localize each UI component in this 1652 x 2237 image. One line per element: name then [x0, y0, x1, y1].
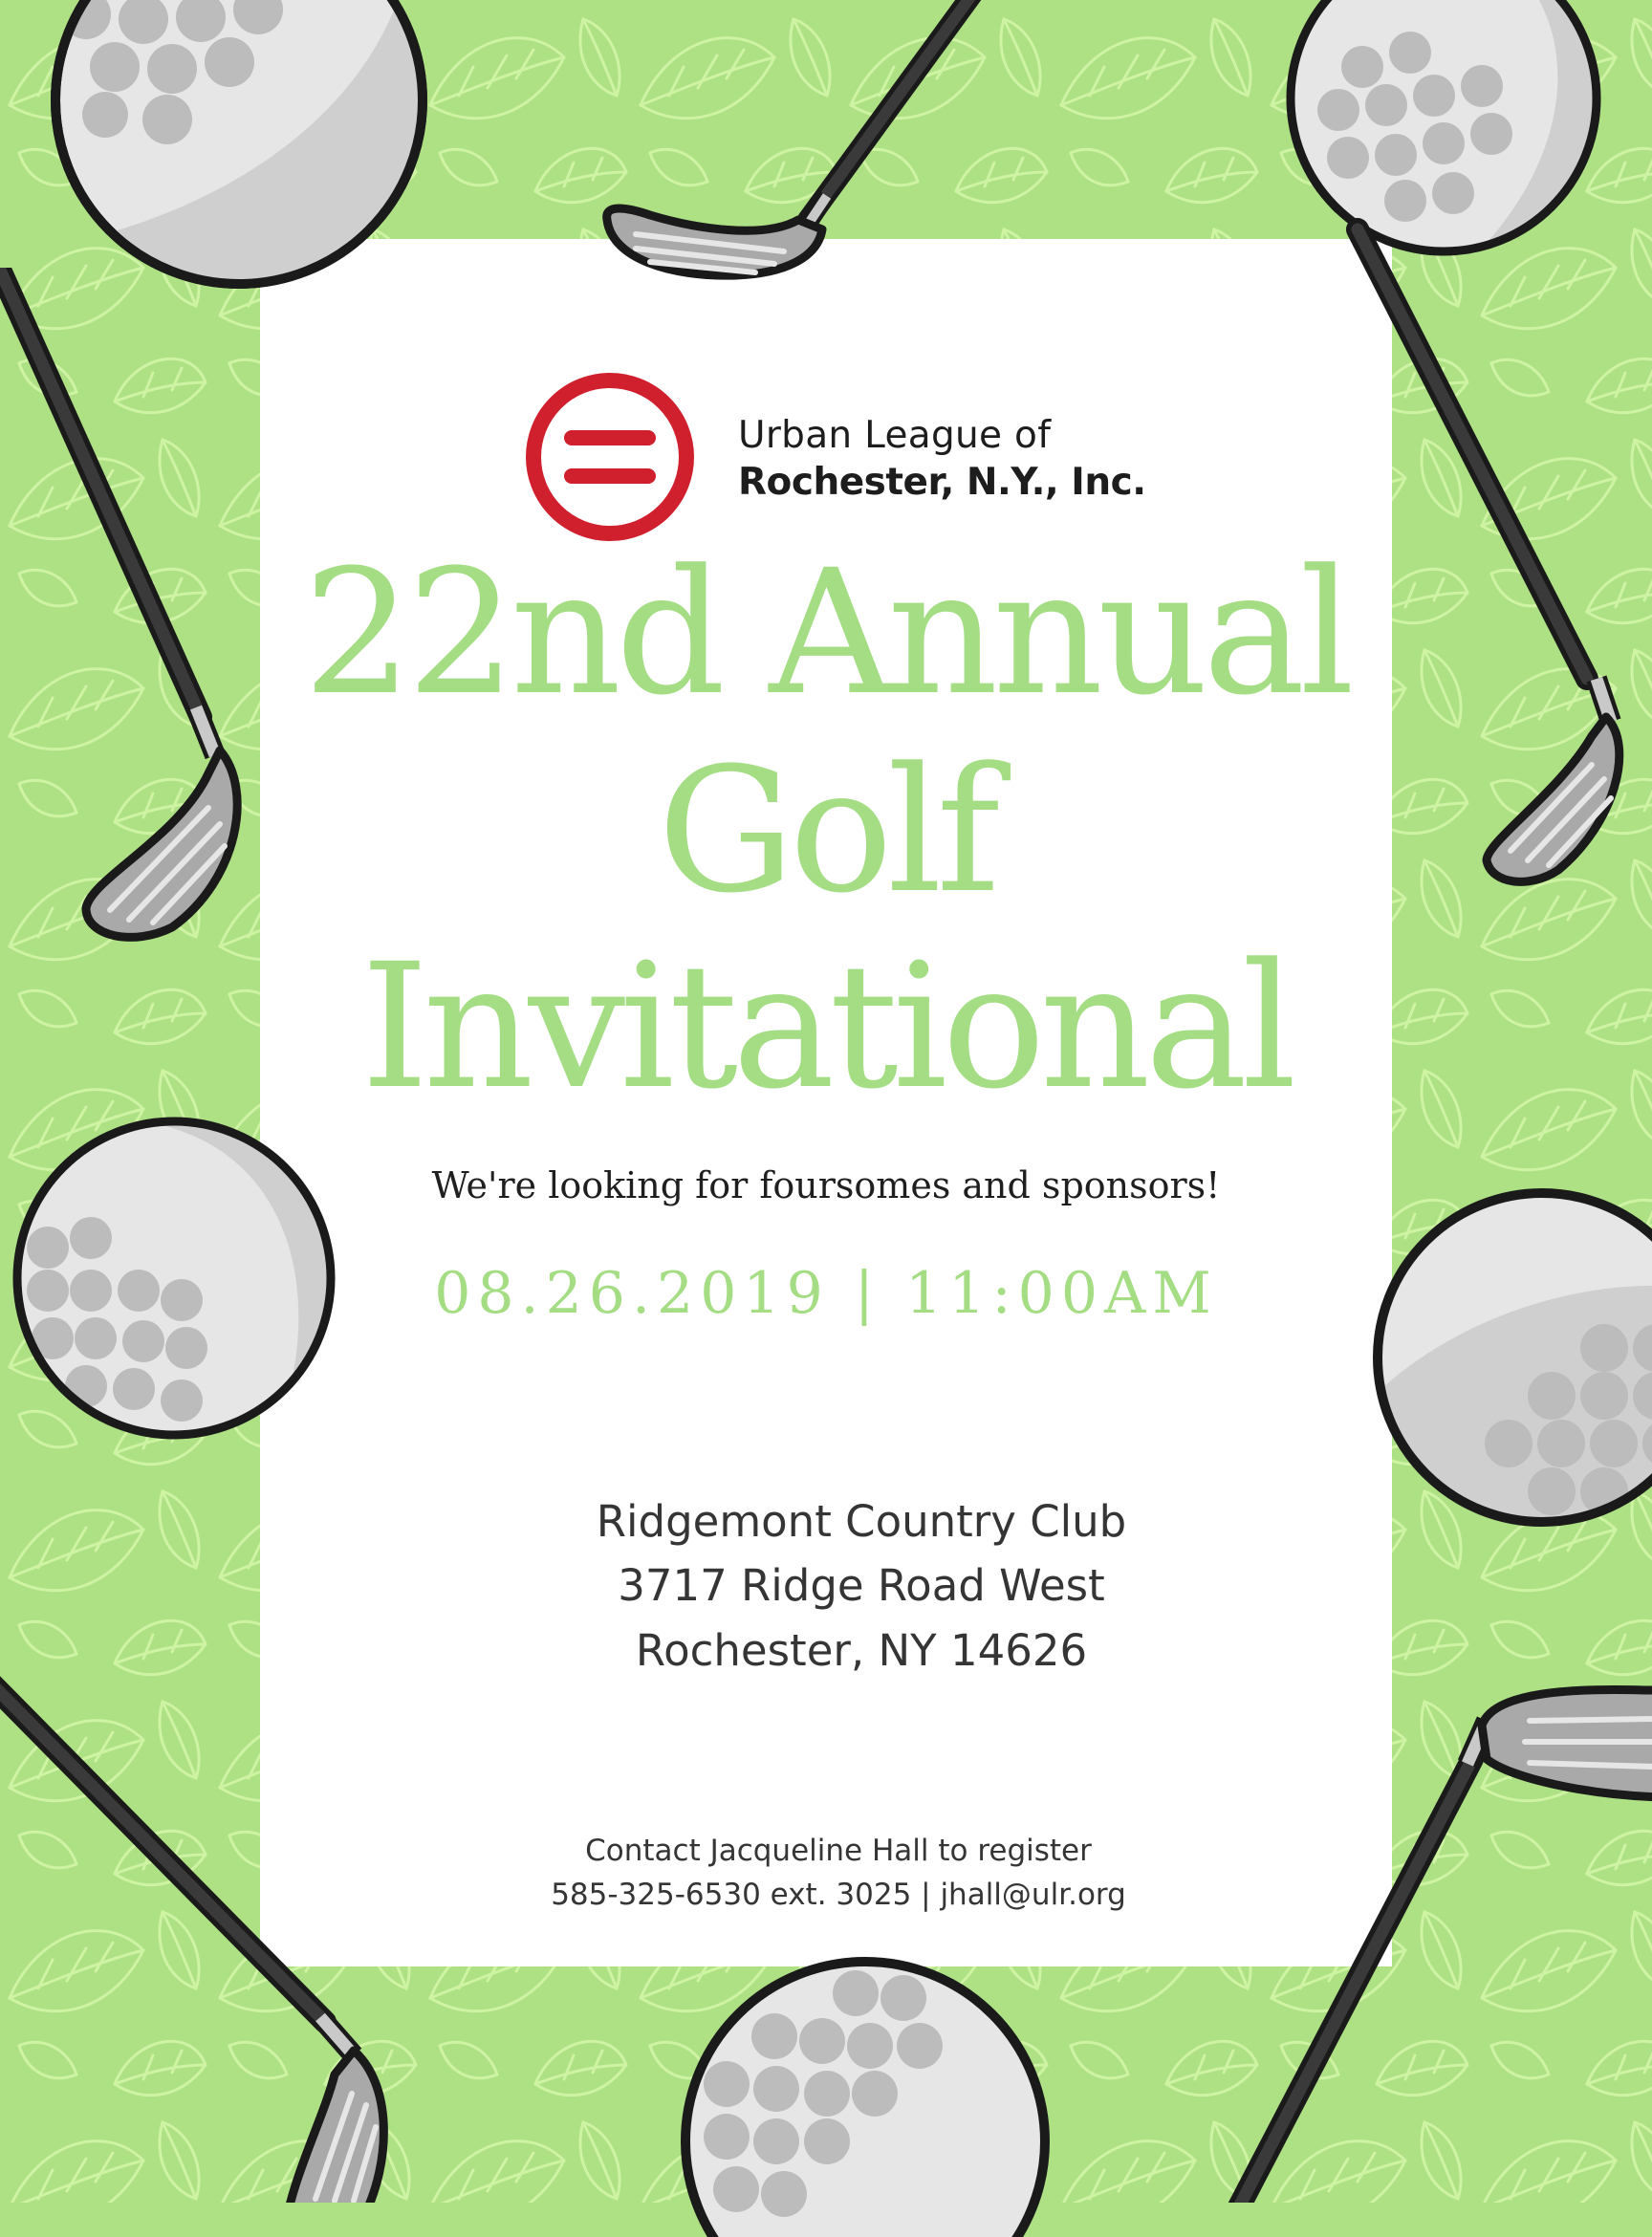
venue-street: 3717 Ridge Road West: [618, 1560, 1105, 1611]
venue-name: Ridgemont Country Club: [596, 1496, 1127, 1547]
venue-city: Rochester, NY 14626: [635, 1625, 1088, 1676]
event-title-line1: 22nd Annual: [302, 533, 1350, 733]
event-date-time: 08.26.2019 | 11:00AM: [434, 1260, 1218, 1327]
golf-ball-icon: [48, 0, 440, 296]
golf-club-icon: [0, 1663, 421, 2203]
organization-name-line2: Rochester, N.Y., Inc.: [738, 461, 1146, 504]
organization-name-line1: Urban League of: [738, 414, 1052, 457]
golf-ball-icon: [669, 1950, 1061, 2237]
event-title-line2: Golf: [657, 731, 995, 931]
organization-logo: [524, 371, 1146, 553]
golf-club-icon: [0, 268, 277, 956]
event-title-line3: Invitational: [360, 927, 1292, 1127]
event-tagline: We're looking for foursomes and sponsors!: [431, 1164, 1221, 1206]
golf-club-icon: [1185, 1683, 1652, 2203]
contact-instructions: Contact Jacqueline Hall to register: [585, 1834, 1092, 1868]
golf-club-icon: [593, 0, 994, 344]
contact-details: 585-325-6530 ext. 3025 | jhall@ulr.org: [551, 1878, 1126, 1912]
equal-sign-circle-logo-icon: [524, 371, 696, 543]
golf-ball-icon: [1356, 1166, 1652, 1549]
